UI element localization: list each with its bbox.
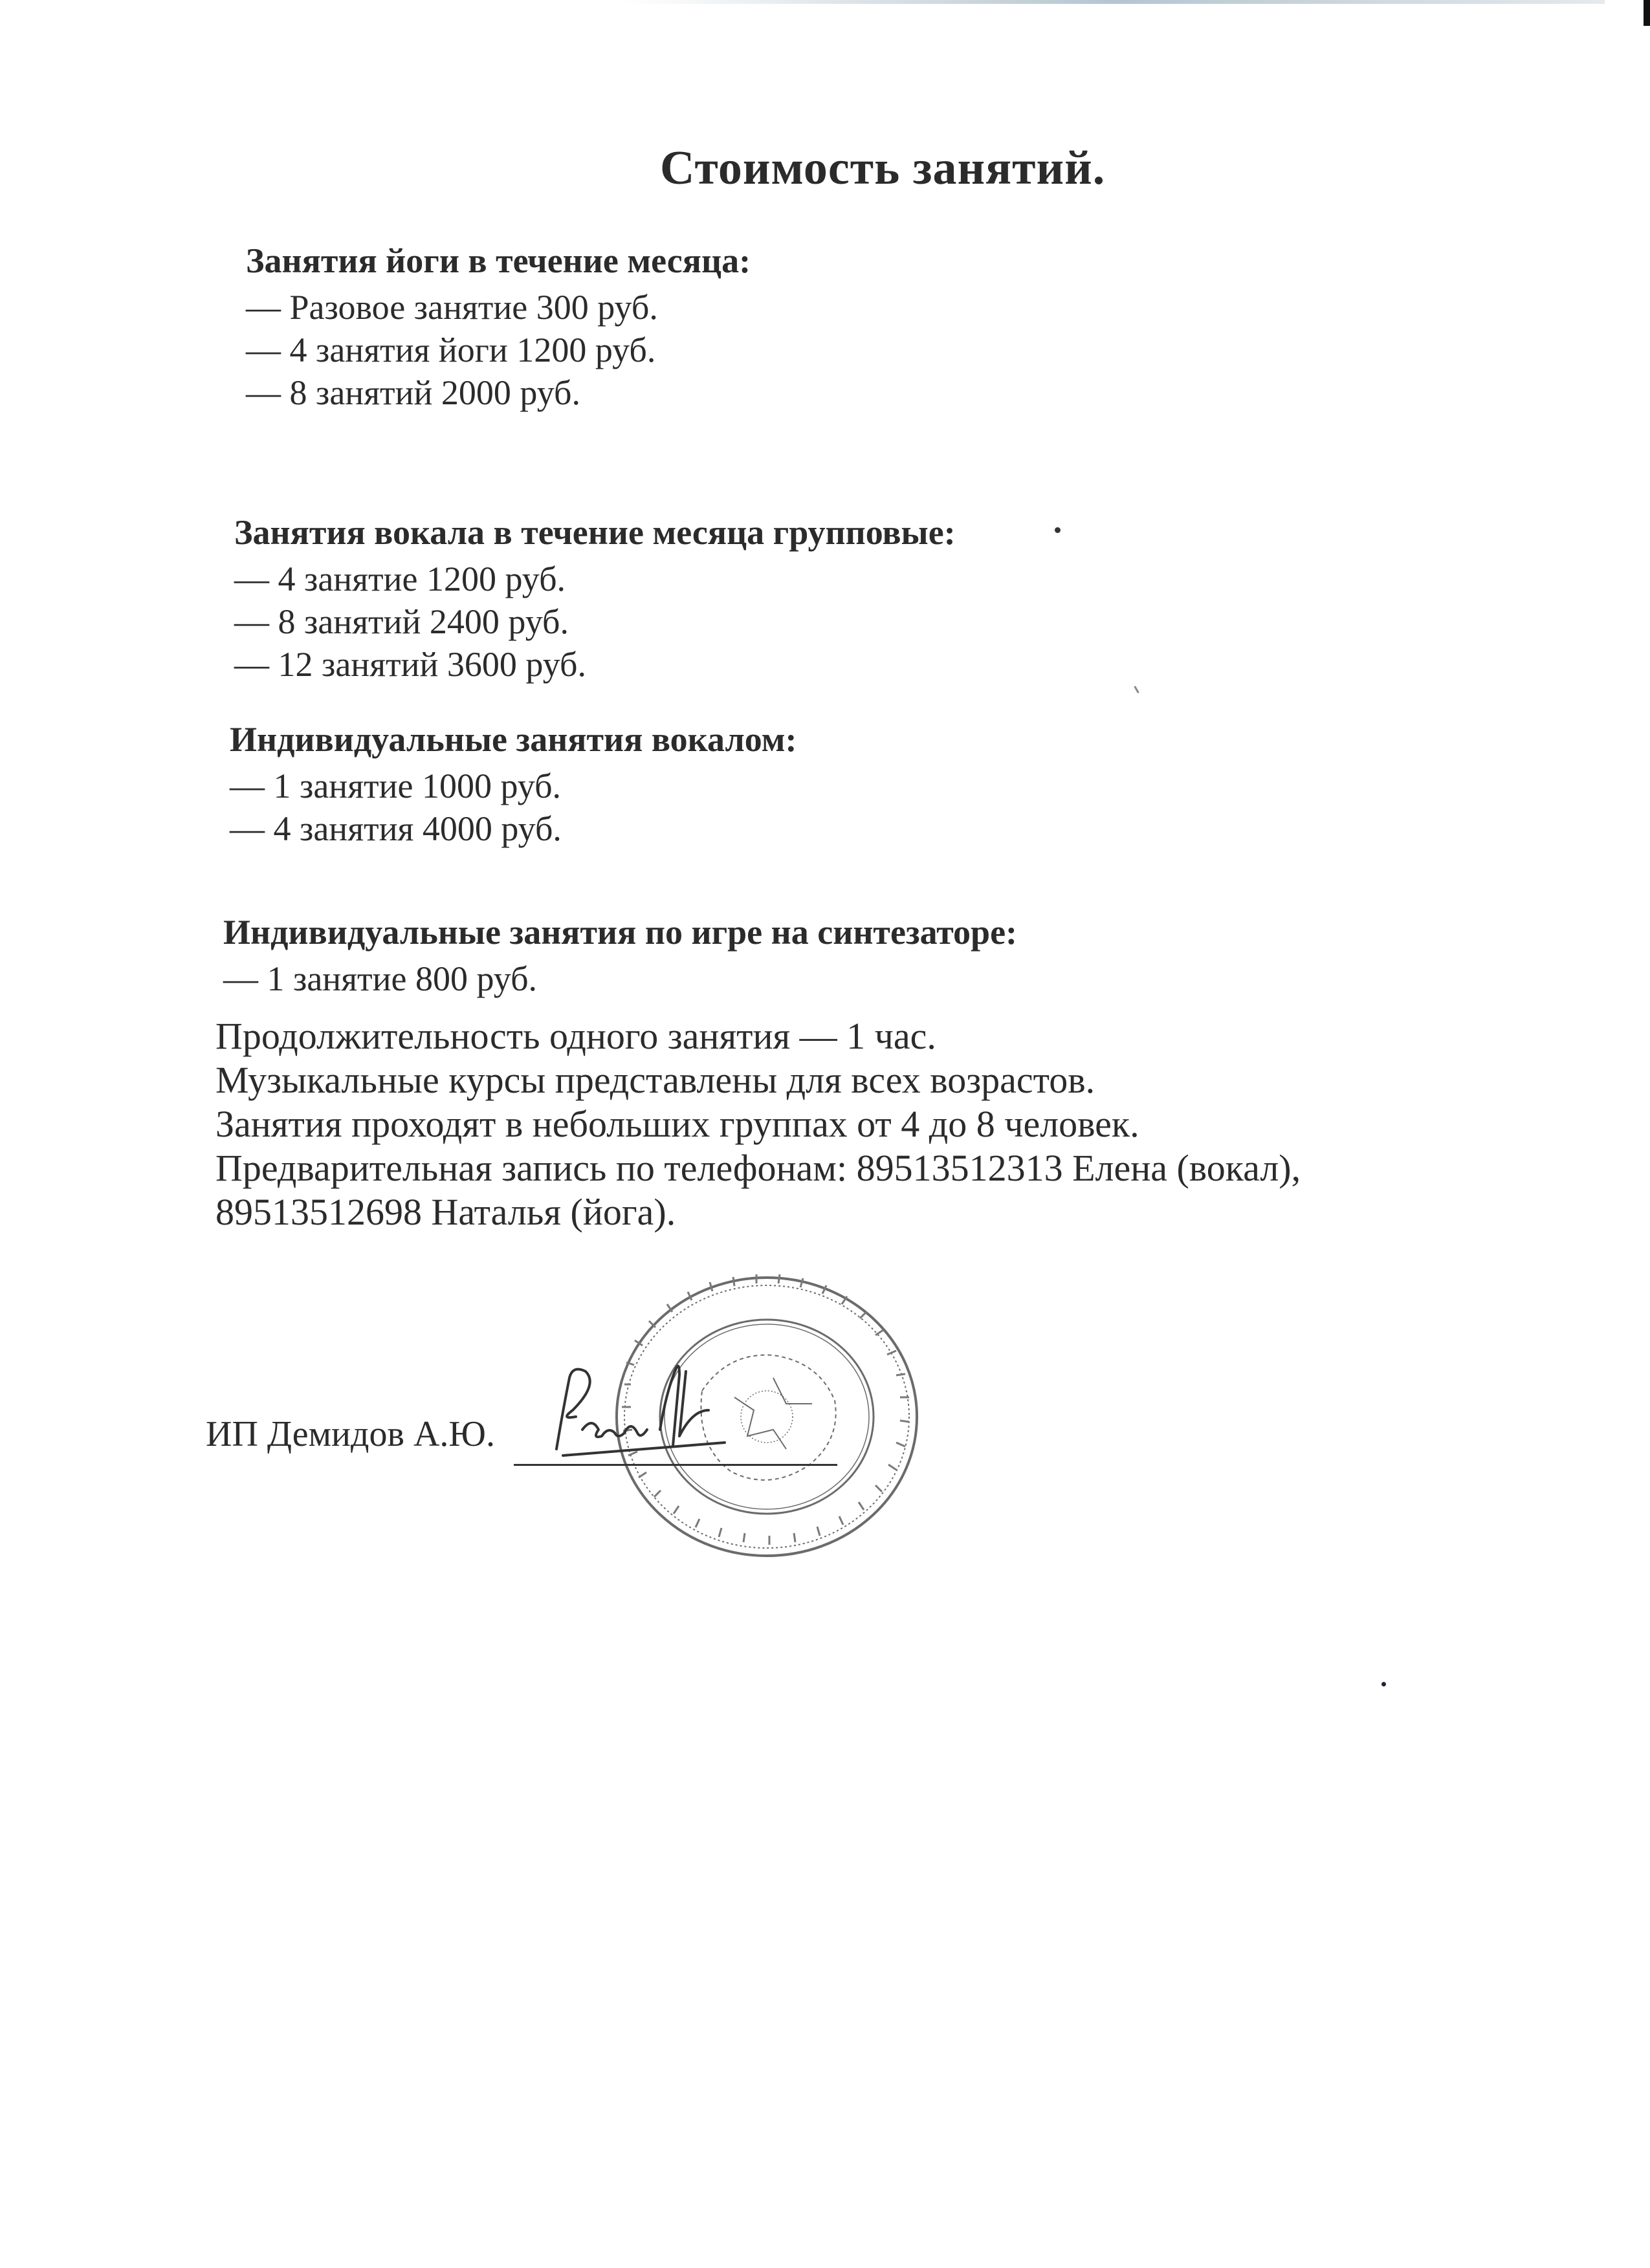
scan-speck bbox=[1055, 527, 1061, 533]
section-heading: Индивидуальные занятия по игре на синтезаторе: bbox=[223, 913, 1018, 952]
price-item: — 12 занятий 3600 руб. bbox=[234, 645, 586, 684]
note-line: Предварительная запись по телефонам: 89513512313 Елена (вокал), bbox=[215, 1147, 1301, 1189]
individual-vocal-pricing-section bbox=[230, 718, 797, 850]
scan-edge-artifact bbox=[621, 0, 1605, 4]
note-line: 89513512698 Наталья (йога). bbox=[215, 1191, 676, 1233]
signatory-name: ИП Демидов А.Ю. bbox=[206, 1414, 495, 1454]
price-item: — 4 занятие 1200 руб. bbox=[234, 560, 566, 598]
section-heading: Индивидуальные занятия вокалом: bbox=[230, 720, 797, 759]
scan-speck bbox=[1134, 686, 1139, 693]
page-title: Стоимость занятий. bbox=[660, 142, 1106, 195]
handwritten-signature-icon bbox=[537, 1352, 731, 1468]
scan-corner-artifact bbox=[1644, 0, 1650, 26]
note-line: Продолжительность одного занятия — 1 час. bbox=[215, 1015, 936, 1057]
price-item: — 4 занятия 4000 руб. bbox=[230, 809, 562, 848]
yoga-pricing-section bbox=[246, 239, 751, 414]
section-heading: Занятия йоги в течение месяца: bbox=[246, 241, 751, 280]
price-item: — 1 занятие 800 руб. bbox=[223, 959, 538, 998]
price-item: — 8 занятий 2400 руб. bbox=[234, 602, 569, 641]
signature-block bbox=[206, 1413, 495, 1455]
synthesizer-pricing-section bbox=[223, 911, 1017, 1000]
price-item: — 8 занятий 2000 руб. bbox=[246, 373, 580, 412]
scan-speck bbox=[1381, 1682, 1386, 1686]
price-item: — 1 занятие 1000 руб. bbox=[230, 767, 562, 805]
section-heading: Занятия вокала в течение месяца групповые: bbox=[234, 513, 956, 552]
price-item: — Разовое занятие 300 руб. bbox=[246, 288, 658, 327]
notes-block bbox=[215, 1014, 1301, 1234]
group-vocal-pricing-section bbox=[234, 511, 956, 686]
price-item: — 4 занятия йоги 1200 руб. bbox=[246, 331, 656, 369]
note-line: Занятия проходят в небольших группах от 4 до 8 человек. bbox=[215, 1103, 1139, 1145]
note-line: Музыкальные курсы представлены для всех возрастов. bbox=[215, 1059, 1095, 1101]
